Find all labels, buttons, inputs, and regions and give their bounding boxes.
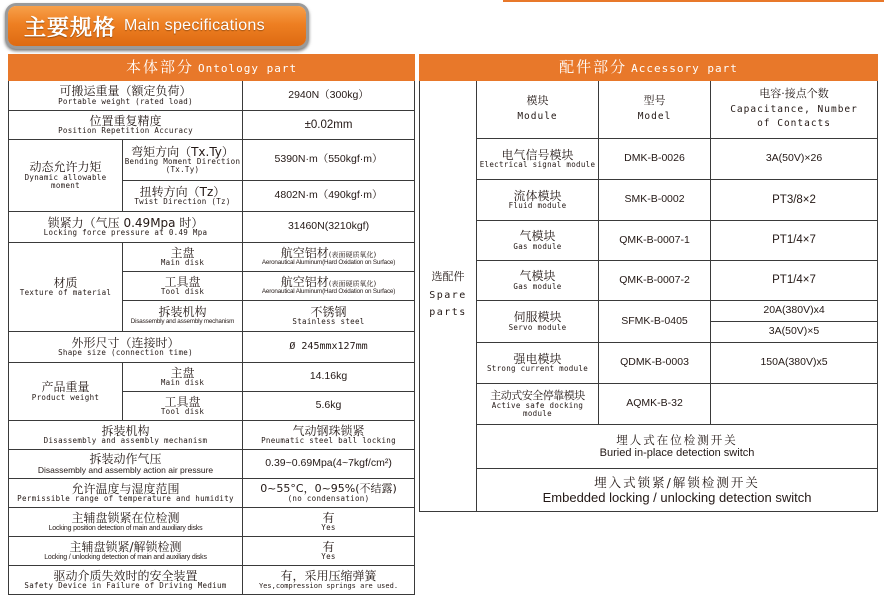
top-accent-rule: [503, 0, 884, 2]
table-row: 主动式安全停靠模块 Active safe docking module AQMK-B-32: [420, 384, 878, 425]
table-row: 埋人式在位检测开关 Buried in-place detection switch: [420, 425, 878, 469]
table-row: 电气信号模块 Electrical signal module DMK-B-0026 3A(50V)×26: [420, 139, 878, 180]
row-product-weight-tool: 工具盘 Tool disk 5.6kg: [9, 392, 415, 421]
row-dynamic-moment-bending: 动态允许力矩 Dynamic allowable moment 弯矩方向（Tx.Ty） Bending Moment Direction (Tx.Ty) 5390N·m（550kgf·m）: [9, 140, 415, 181]
column-header-row: [420, 81, 878, 139]
row-dynamic-moment-twist: 扭转方向（Tz） Twist Direction (Tz) 4802N·m（490kgf·m）: [9, 181, 415, 212]
accessory-spec-table: [419, 54, 878, 512]
page-title-badge: [8, 6, 306, 46]
table-row: 气模块 Gas module QMK-B-0007-2 PT1/4×7: [420, 261, 878, 301]
label-cell: 可搬运重量（额定负荷） Portable weight (rated load): [9, 81, 243, 111]
column-capacitance: 电容·接点个数 Capacitance, Number of Contacts: [711, 81, 878, 139]
row-material-mechanism: 拆装机构 Disassembly and assembly mechanism 不锈钢 Stainless steel: [9, 301, 415, 332]
row-mechanism: 拆装机构 Disassembly and assembly mechanism 气动钢珠锁紧 Pneumatic steel ball locking: [9, 421, 415, 450]
table-row: 强电模块 Strong current module QDMK-B-0003 150A(380V)x5: [420, 343, 878, 384]
row-material-tool-disk: 工具盘 Tool disk 航空铝材(表面硬质氧化) Aeronautical Aluminum(Hard Oxidation on Surface): [9, 272, 415, 301]
column-model: 型号 Model: [599, 81, 711, 139]
row-locking-force: 锁紧力（气压 0.49Mpa 时） Locking force pressure at 0.49 Mpa 31460N(3210kgf): [9, 212, 415, 243]
row-position-detection: 主辅盘锁紧在位检测 Locking position detection of main and auxiliary disks 有 Yes: [9, 508, 415, 537]
page-title-en: Main specifications: [124, 17, 265, 34]
column-module: 模块 Module: [477, 81, 599, 139]
value-cell: 2940N（300kg）: [243, 81, 415, 111]
ontology-spec-table: [8, 54, 415, 595]
accessory-header: 配件部分 Accessory part: [420, 55, 878, 81]
row-air-pressure: 拆装动作气压 Disassembly and assembly action air pressure 0.39~0.69Mpa(4~7kgf/cm²): [9, 450, 415, 479]
row-shape-size: 外形尺寸（连接时） Shape size (connection time) Ø 245mmx127mm: [9, 332, 415, 363]
table-row: 3A(50V)×5: [420, 322, 878, 343]
ontology-header: 本体部分 Ontology part: [9, 55, 415, 81]
page-title-zh: 主要规格: [24, 15, 117, 41]
table-row: 伺服模块 Servo module SFMK-B-0405 20A(380V)x4: [420, 301, 878, 322]
row-product-weight-main: 产品重量 Product weight 主盘 Main disk 14.16kg: [9, 363, 415, 392]
table-row: 气模块 Gas module QMK-B-0007-1 PT1/4×7: [420, 221, 878, 261]
table-row: 流体模块 Fluid module SMK-B-0002 PT3/8×2: [420, 180, 878, 221]
row-lock-detection: 主辅盘锁紧/解锁检测 Locking / unlocking detection of main and auxiliary disks 有 Yes: [9, 537, 415, 566]
table-row: 埋入式锁紧/解锁检测开关 Embedded locking / unlocking detection switch: [420, 469, 878, 512]
spare-parts-label: 选配件 Spare parts: [420, 81, 477, 512]
row-position-accuracy: 位置重复精度 Position Repetition Accuracy ±0.02mm: [9, 111, 415, 140]
row-material-main-disk: 材质 Texture of material 主盘 Main disk 航空铝材(表面硬质氧化) Aeronautical Aluminum(Hard Oxidation on Surface): [9, 243, 415, 272]
row-temperature: 允许温度与湿度范围 Permissible range of temperature and humidity 0~55°C，0~95%(不结露) (no condensation): [9, 479, 415, 508]
row-safety-device: 驱动介质失效时的安全装置 Safety Device in Failure of Driving Medium 有，采用压缩弹簧 Yes,compression springs are used.: [9, 566, 415, 595]
row-portable-weight: [9, 81, 415, 111]
